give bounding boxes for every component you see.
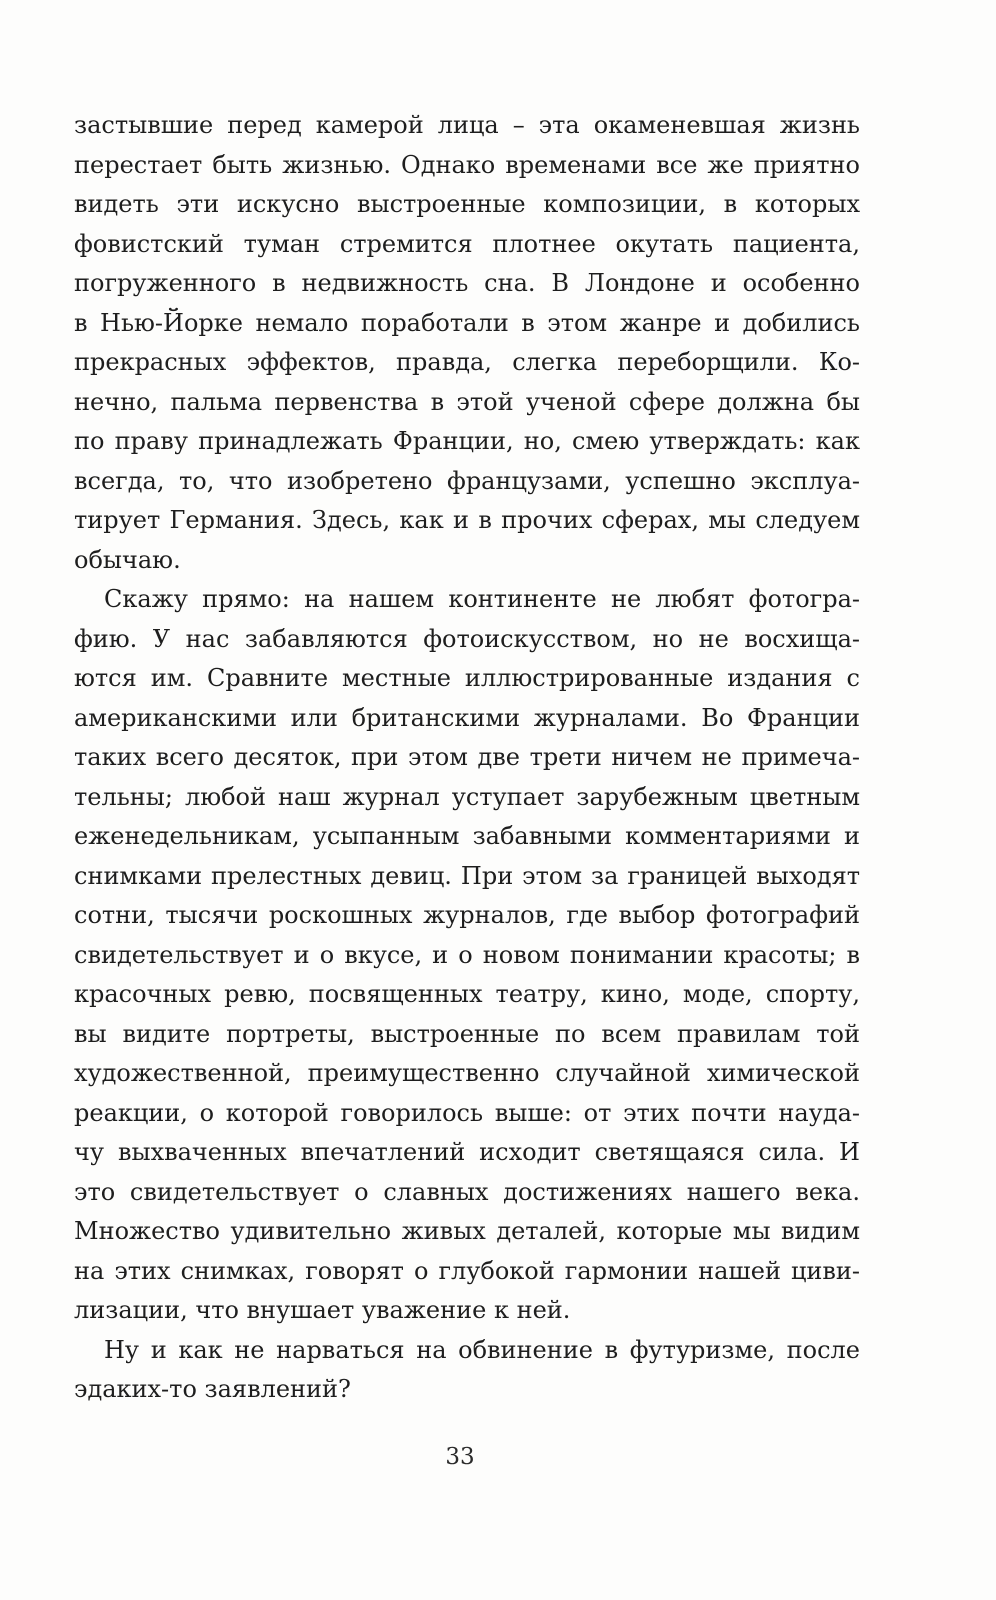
text-line: таких всего десяток, при этом две трети ничем не примеча- xyxy=(74,743,860,771)
text-line: погруженного в недвижность сна. В Лондоне и особенно xyxy=(74,269,860,297)
text-line: американскими или британскими журналами. Во Франции xyxy=(74,703,860,732)
text-line: всегда, то, что изобретено французами, успешно эксплуа- xyxy=(74,466,860,495)
text-line: на этих снимках, говорят о глубокой гармонии нашей циви- xyxy=(74,1256,860,1285)
text-line: эдаких-то заявлений? xyxy=(74,1375,351,1403)
text-line: фовистский туман стремится плотнее окутать пациента, xyxy=(74,229,860,258)
text-line: снимками прелестных девиц. При этом за границей выходят xyxy=(74,861,860,890)
paragraph xyxy=(74,1331,860,1410)
text-line: красочных ревю, посвященных театру, кино, моде, спорту, xyxy=(74,980,860,1008)
text-line: перестает быть жизнью. Однако временами все же приятно xyxy=(74,150,860,179)
text-line: застывшие перед камерой лица – эта окаменевшая жизнь xyxy=(74,111,860,139)
text-line: реакции, о которой говорилось выше: от этих почти науда- xyxy=(74,1098,860,1127)
text-line: в Нью-Йорке немало поработали в этом жанре и добились xyxy=(74,308,860,337)
text-line: свидетельствует и о вкусе, и о новом понимании красоты; в xyxy=(74,940,860,969)
page-number: 33 xyxy=(445,1444,475,1470)
text-line: нечно, пальма первенства в этой ученой сфере должна бы xyxy=(74,387,860,416)
text-line: сотни, тысячи роскошных журналов, где выбор фотографий xyxy=(74,901,860,929)
text-line: обычаю. xyxy=(74,545,181,574)
text-line: художественной, преимущественно случайной химической xyxy=(74,1059,860,1087)
body-text xyxy=(74,106,860,1410)
text-line: Множество удивительно живых деталей, которые мы видим xyxy=(74,1217,860,1245)
text-line: вы видите портреты, выстроенные по всем правилам той xyxy=(74,1019,860,1048)
text-line: фию. У нас забавляются фотоискусством, но не восхища- xyxy=(74,624,860,653)
text-line: чу выхваченных впечатлений исходит светящаяся сила. И xyxy=(74,1138,860,1166)
text-line: Скажу прямо: на нашем континенте не любят фотогра- xyxy=(104,585,860,613)
text-line: видеть эти искусно выстроенные композиции, в которых xyxy=(74,190,860,218)
paragraph xyxy=(74,580,860,1331)
paragraph xyxy=(74,106,860,580)
text-line: ются им. Сравните местные иллюстрированные издания с xyxy=(74,664,860,692)
text-line: это свидетельствует о славных достижениях нашего века. xyxy=(74,1177,860,1206)
text-line: по праву принадлежать Франции, но, смею утверждать: как xyxy=(74,427,860,455)
text-line: лизации, что внушает уважение к ней. xyxy=(74,1296,571,1324)
text-line: тельны; любой наш журнал уступает зарубежным цветным xyxy=(74,782,860,811)
text-line: еженедельникам, усыпанным забавными комментариями и xyxy=(74,822,860,850)
text-line: прекрасных эффектов, правда, слегка переборщили. Ко- xyxy=(74,348,860,376)
text-line: Ну и как не нарваться на обвинение в футуризме, после xyxy=(104,1335,860,1364)
text-line: тирует Германия. Здесь, как и в прочих сферах, мы следуем xyxy=(74,506,860,534)
